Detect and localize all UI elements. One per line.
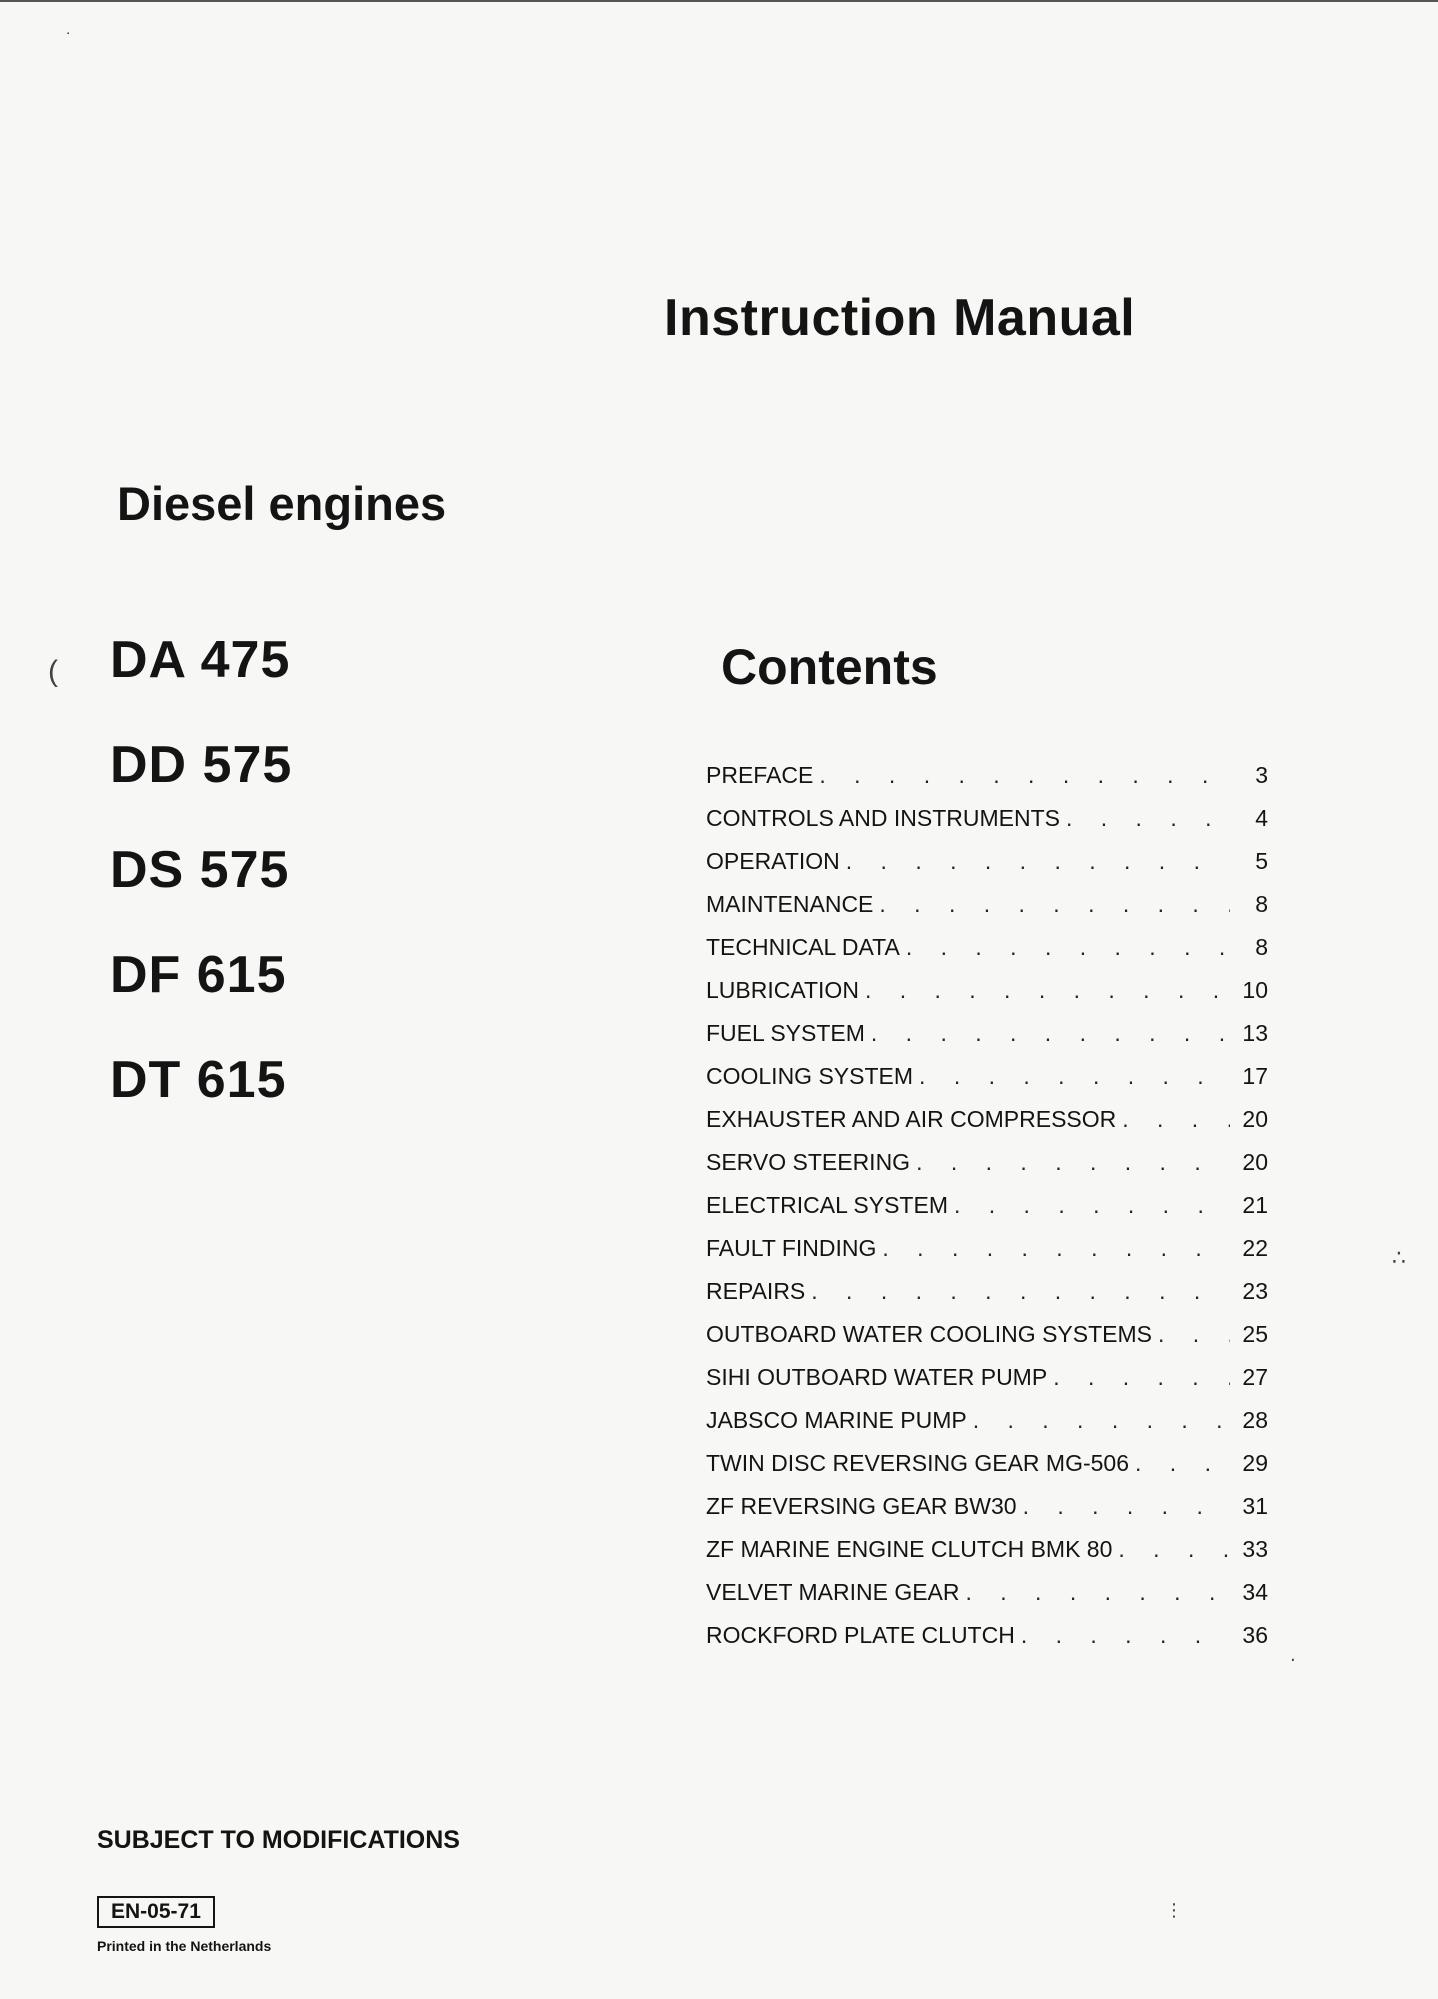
toc-dot-leader [811, 1278, 1230, 1305]
engine-model-list [110, 630, 292, 1155]
document-subtitle: Diesel engines [117, 477, 447, 530]
toc-entry-page: 10 [1242, 977, 1268, 1003]
toc-entry [706, 934, 1268, 977]
toc-entry-title: SIHI OUTBOARD WATER PUMP [706, 1364, 1048, 1390]
engine-model: DF 615 [110, 946, 287, 1004]
toc-dot-leader [1053, 1364, 1230, 1391]
contents-heading: Contents [721, 639, 938, 695]
engine-model: DS 575 [110, 841, 290, 899]
toc-entry [706, 1063, 1268, 1106]
toc-entry [706, 1622, 1268, 1665]
toc-entry-page: 8 [1255, 891, 1268, 917]
toc-entry [706, 1278, 1268, 1321]
toc-entry-title: OUTBOARD WATER COOLING SYSTEMS [706, 1321, 1152, 1347]
toc-entry-page: 13 [1242, 1020, 1268, 1046]
toc-entry [706, 762, 1268, 805]
document-title: Instruction Manual [664, 289, 1136, 347]
toc-entry [706, 1235, 1268, 1278]
toc-dot-leader [966, 1579, 1231, 1606]
toc-entry [706, 1450, 1268, 1493]
toc-dot-leader [916, 1149, 1230, 1176]
toc-entry [706, 1192, 1268, 1235]
toc-entry-title: REPAIRS [706, 1278, 806, 1304]
toc-entry-title: TWIN DISC REVERSING GEAR MG-506 [706, 1450, 1130, 1476]
toc-entry-title: ZF REVERSING GEAR BW30 [706, 1493, 1017, 1519]
toc-entry-page: 31 [1242, 1493, 1268, 1519]
toc-dot-leader [1021, 1622, 1230, 1649]
toc-entry-title: JABSCO MARINE PUMP [706, 1407, 967, 1433]
toc-entry [706, 1579, 1268, 1622]
toc-entry-page: 23 [1242, 1278, 1268, 1304]
toc-entry [706, 1321, 1268, 1364]
scan-speck: ( [48, 655, 58, 688]
toc-entry-title: ROCKFORD PLATE CLUTCH [706, 1622, 1015, 1648]
toc-dot-leader [882, 1235, 1230, 1262]
scan-speck: ⋅ [1290, 1650, 1296, 1670]
toc-dot-leader [1122, 1106, 1230, 1133]
toc-dot-leader [1158, 1321, 1230, 1348]
toc-entry-page: 27 [1242, 1364, 1268, 1390]
toc-entry-page: 28 [1242, 1407, 1268, 1433]
toc-dot-leader [1135, 1450, 1230, 1477]
toc-entry [706, 805, 1268, 848]
toc-dot-leader [1066, 805, 1230, 832]
toc-dot-leader [919, 1063, 1230, 1090]
toc-entry [706, 848, 1268, 891]
toc-entry-page: 8 [1255, 934, 1268, 960]
toc-entry [706, 977, 1268, 1020]
toc-entry-page: 21 [1242, 1192, 1268, 1218]
toc-dot-leader [846, 848, 1230, 875]
toc-entry-title: MAINTENANCE [706, 891, 874, 917]
toc-entry-page: 33 [1242, 1536, 1268, 1562]
toc-entry-title: OPERATION [706, 848, 840, 874]
toc-dot-leader [973, 1407, 1230, 1434]
top-edge-rule [0, 0, 1438, 2]
toc-entry-title: EXHAUSTER AND AIR COMPRESSOR [706, 1106, 1117, 1132]
table-of-contents [706, 762, 1268, 1665]
toc-dot-leader [819, 762, 1230, 789]
toc-entry-page: 25 [1242, 1321, 1268, 1347]
engine-model: DT 615 [110, 1051, 287, 1109]
toc-entry-title: CONTROLS AND INSTRUMENTS [706, 805, 1060, 831]
toc-entry-title: COOLING SYSTEM [706, 1063, 914, 1089]
toc-entry-page: 36 [1242, 1622, 1268, 1648]
toc-entry [706, 1536, 1268, 1579]
toc-entry [706, 1364, 1268, 1407]
toc-entry-page: 34 [1242, 1579, 1268, 1605]
printed-notice: Printed in the Netherlands [97, 1938, 272, 1954]
toc-entry [706, 1493, 1268, 1536]
toc-entry-title: FUEL SYSTEM [706, 1020, 865, 1046]
toc-entry [706, 1407, 1268, 1450]
toc-dot-leader [1023, 1493, 1230, 1520]
toc-entry-title: FAULT FINDING [706, 1235, 877, 1261]
toc-dot-leader [906, 934, 1230, 961]
toc-dot-leader [879, 891, 1230, 918]
toc-entry [706, 1020, 1268, 1063]
toc-entry-title: ZF MARINE ENGINE CLUTCH BMK 80 [706, 1536, 1113, 1562]
toc-entry-title: LUBRICATION [706, 977, 859, 1003]
engine-model: DD 575 [110, 736, 293, 794]
toc-entry-page: 4 [1255, 805, 1268, 831]
toc-entry-page: 29 [1242, 1450, 1268, 1476]
toc-dot-leader [1118, 1536, 1230, 1563]
toc-entry [706, 1106, 1268, 1149]
document-code: EN-05-71 [97, 1896, 215, 1928]
toc-entry [706, 1149, 1268, 1192]
toc-entry [706, 891, 1268, 934]
toc-entry-page: 20 [1242, 1149, 1268, 1175]
toc-entry-page: 22 [1242, 1235, 1268, 1261]
toc-dot-leader [865, 977, 1230, 1004]
scan-speck: ⋮ [1165, 1900, 1183, 1920]
toc-entry-title: ELECTRICAL SYSTEM [706, 1192, 948, 1218]
toc-dot-leader [871, 1020, 1230, 1047]
toc-entry-title: SERVO STEERING [706, 1149, 911, 1175]
modifications-notice: SUBJECT TO MODIFICATIONS [97, 1826, 460, 1854]
toc-entry-title: TECHNICAL DATA [706, 934, 900, 960]
toc-entry-title: PREFACE [706, 762, 814, 788]
scan-speck: ∴ [1392, 1245, 1406, 1270]
scan-speck: ˙ [66, 30, 72, 50]
toc-entry-page: 17 [1242, 1063, 1268, 1089]
engine-model: DA 475 [110, 631, 291, 689]
toc-entry-page: 5 [1255, 848, 1268, 874]
toc-dot-leader [954, 1192, 1230, 1219]
toc-entry-title: VELVET MARINE GEAR [706, 1579, 960, 1605]
toc-entry-page: 20 [1242, 1106, 1268, 1132]
toc-entry-page: 3 [1255, 762, 1268, 788]
